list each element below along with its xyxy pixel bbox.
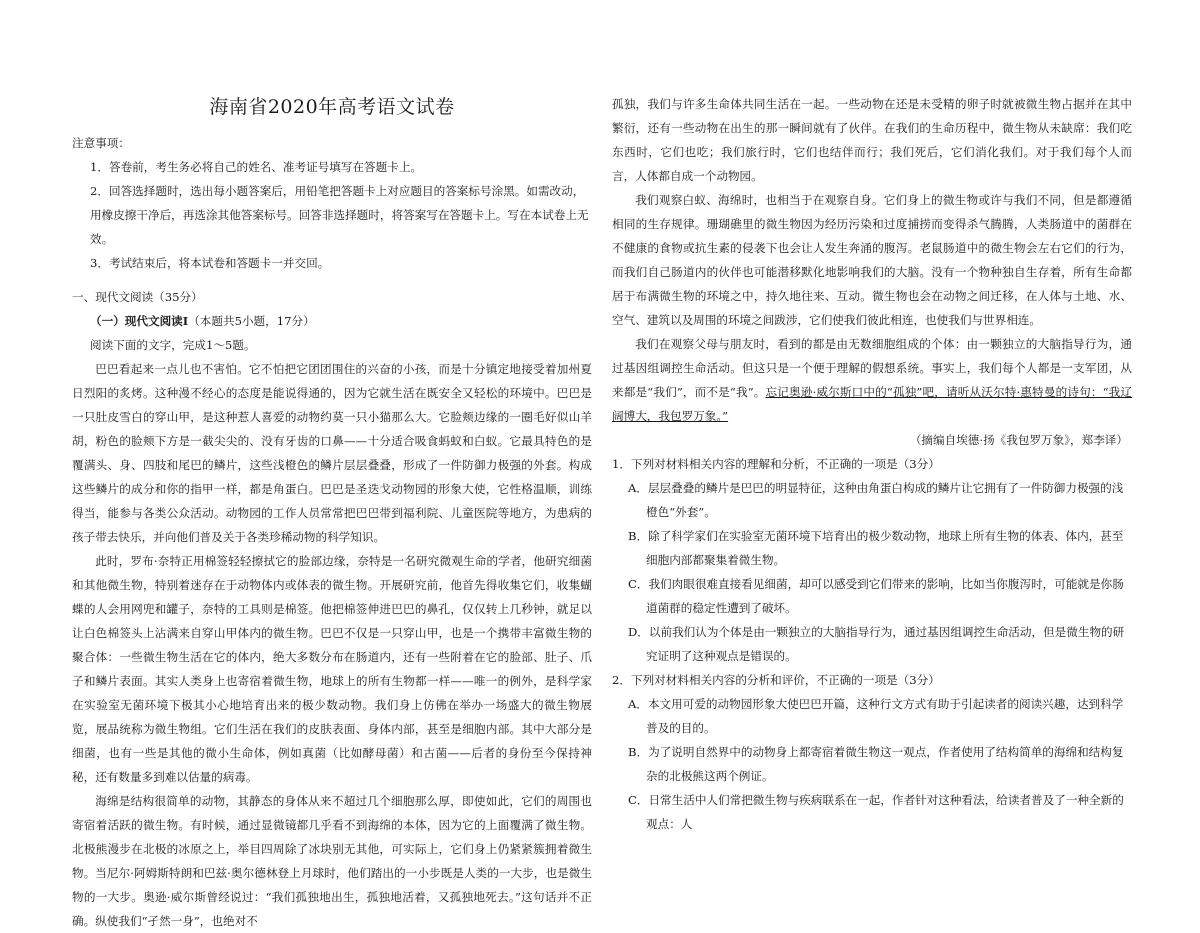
- question-1-option-b: [612, 524, 1132, 572]
- right-column-content: [612, 92, 1132, 836]
- question-2-option-a-text: A．本文用可爱的动物园形象大使巴巴开篇，这种行文方式有助于引起读者的阅读兴趣，达到科学普及的目的。: [628, 697, 1124, 735]
- question-1-option-a-text: A．层层叠叠的鳞片是巴巴的明显特征，这种由角蛋白构成的鳞片让它拥有了一件防御力极强的浅橙色“外套”。: [628, 481, 1124, 519]
- question-1-stem: 1．下列对材料相关内容的理解和分析，不正确的一项是（3分）: [612, 457, 940, 471]
- subsection-heading-rest: （本题共5小题，17分）: [188, 314, 315, 328]
- question-1-option-d-text: D．以前我们认为个体是由一颗独立的大脑指导行为，通过基因组调控生命活动，但是微生物的研究证明了这种观点是错误的。: [628, 625, 1125, 663]
- question-1-option-a: [612, 476, 1132, 524]
- source-citation: （摘编自埃德·扬《我包罗万象》，郑李译）: [909, 433, 1128, 447]
- question-2-option-b: [612, 740, 1132, 788]
- passage-paragraph-5-text: 我们在观察父母与朋友时，看到的都是由无数细胞组成的个体：由一颗独立的大脑指导行为，通过基因组调控生命活动。但这只是一个便于理解的假想系统。事实上，我们每个人都是一支军团，从来都是“我们”，而不是“我”。: [612, 337, 1132, 399]
- passage-paragraph-4: 我们观察白蚁、海绵时，也相当于在观察自身。它们身上的微生物或许与我们不同，但是都遵循相同的生存规律。珊瑚礁里的微生物因为经历污染和过度捕捞而变得杀气腾腾，人类肠道中的菌群在不健康的食物或抗生素的侵袭下也会让人发生奔涌的腹泻。老鼠肠道中的微生物会左右它们的行为，而我们自己肠道内的伙伴也可能潜移默化地影响我们的大脑。没有一个物种独自生存着，所有生命都居于布满微生物的环境之中，持久地往来、互动。微生物也会在动物之间迁移，在人体与土地、水、空气、建筑以及周围的环境之间跋涉，它们使我们彼此相连，也使我们与世界相连。: [612, 193, 1132, 327]
- notice-item-3: 3．考试结束后，将本试卷和答题卡一并交回。: [90, 256, 330, 270]
- passage-paragraph-3-continued: 孤独，我们与许多生命体共同生活在一起。一些动物在还是未受精的卵子时就被微生物占据并在其中繁衍，还有一些动物在出生的那一瞬间就有了伙伴。在我们的生命历程中，微生物从未缺席：我们吃东西时，它们也吃；我们旅行时，它们也结伴而行；我们死后，它们消化我们。对于我们每个人而言，人体都自成一个动物园。: [612, 97, 1132, 183]
- question-2-option-c-text: C．日常生活中人们常把微生物与疾病联系在一起，作者针对这种看法，给读者普及了一种全新的观点：人: [628, 793, 1124, 831]
- question-2-stem: 2．下列对材料相关内容的分析和评价，不正确的一项是（3分）: [612, 673, 940, 687]
- underlined-sentence: 忘记奥逊·威尔斯口中的“孤独”吧，请听从沃尔特·惠特曼的诗句：“我辽阔博大，我包罗万象。”: [612, 385, 1132, 423]
- notice-item-1: 1．答卷前，考生务必将自己的姓名、准考证号填写在答题卡上。: [90, 160, 423, 174]
- passage-paragraph-1: 巴巴看起来一点儿也不害怕。它不怕把它团团围住的兴奋的小孩，而是十分镇定地接受着加州夏日烈阳的炙烤。这种漫不经心的态度是能说得通的，因为它就生活在既安全又轻松的环境中。巴巴是一只肚皮雪白的穿山甲，是这种惹人喜爱的动物约莫一只小猫那么大。它脸颊边缘的一圈毛好似山羊胡，粉色的脸颊下方是一截尖尖的、没有牙齿的口鼻——十分适合吸食蚂蚁和白蚁。它最具特色的是覆满头、身、四肢和尾巴的鳞片，这些浅橙色的鳞片层层叠叠，形成了一件防御力极强的外套。构成这些鳞片的成分和你的指甲一样，都是角蛋白。巴巴是圣迭戈动物园的形象大使，它性格温顺，训练得当，能参与各类公众活动。动物园的工作人员常常把巴巴带到福利院、儿童医院等地方，为患病的孩子带去快乐，并向他们普及关于各类珍稀动物的科学知识。: [72, 362, 592, 544]
- left-column-content: [72, 92, 592, 933]
- question-1-option-b-text: B．除了科学家们在实验室无菌环境下培育出的极少数动物，地球上所有生物的体表、体内，甚至细胞内部都聚集着微生物。: [628, 529, 1124, 567]
- subsection-heading-bold: （一）现代文阅读Ⅰ: [90, 314, 189, 328]
- question-1-option-d: [612, 620, 1132, 668]
- passage-paragraph-3: 海绵是结构很简单的动物，其静态的身体从来不超过几个细胞那么厚，即使如此，它们的周围也寄宿着活跃的微生物。有时候，通过显微镜都几乎看不到海绵的本体，因为它的上面覆满了微生物。北极熊漫步在北极的冰原之上，举目四周除了冰块别无其他，可实际上，它们身上仍紧紧簇拥着微生物。当尼尔·阿姆斯特朗和巴兹·奥尔德林登上月球时，他们踏出的一小步既是人类的一大步，也是微生物的一大步。奥逊·威尔斯曾经说过：“我们孤独地出生，孤独地活着，又孤独地死去。”这句话并不正确。纵使我们“孑然一身”，也绝对不: [72, 794, 592, 928]
- question-2-option-a: [612, 692, 1132, 740]
- page-title: 海南省2020年高考语文试卷: [209, 96, 455, 118]
- question-1-option-c-text: C．我们肉眼很难直接看见细菌，却可以感受到它们带来的影响，比如当你腹泻时，可能就是你肠道菌群的稳定性遭到了破坏。: [628, 577, 1124, 615]
- question-2-option-b-text: B．为了说明自然界中的动物身上都寄宿着微生物这一观点，作者使用了结构简单的海绵和结构复杂的北极熊这两个例证。: [628, 745, 1124, 783]
- reading-instruction: 阅读下面的文字，完成1～5题。: [90, 338, 256, 352]
- subsection-heading: [72, 309, 592, 333]
- notice-item-2: 2．回答选择题时，选出每小题答案后，用铅笔把答题卡上对应题目的答案标号涂黑。如需改动，用橡皮擦干净后，再选涂其他答案标号。回答非选择题时，将答案写在答题卡上。写在本试卷上无效。: [90, 184, 589, 246]
- question-2-option-c: [612, 788, 1132, 836]
- passage-paragraph-5: [612, 332, 1132, 428]
- question-1-option-c: [612, 572, 1132, 620]
- passage-paragraph-2: 此时，罗布·奈特正用棉签轻轻擦拭它的脸部边缘，奈特是一名研究微观生命的学者，他研究细菌和其他微生物，特别着迷存在于动物体内或体表的微生物。开展研究前，他首先得收集它们，收集蝴蝶的人会用网兜和罐子，奈特的工具则是棉签。他把棉签伸进巴巴的鼻孔，仅仅转上几秒钟，就足以让白色棉签头上沾满来自穿山甲体内的微生物。巴巴不仅是一只穿山甲，也是一个携带丰富微生物的聚合体：一些微生物生活在它的体内，绝大多数分布在肠道内，还有一些附着在它的脸部、肚子、爪子和鳞片表面。其实人类身上也寄宿着微生物，地球上的所有生物都一样——唯一的例外，是科学家在实验室无菌环境下极其小心地培育出来的极少数动物。我们身上仿佛在举办一场盛大的微生物展览，展品统称为微生物组。它们生活在我们的皮肤表面、身体内部，甚至是细胞内部。其中大部分是细菌，也有一些是其他的微小生命体，例如真菌（比如酵母菌）和古菌——后者的身份至今保持神秘，还有数量多到难以估量的病毒。: [72, 554, 592, 784]
- notice-label: 注意事项：: [72, 136, 130, 150]
- section-heading: 一、现代文阅读（35分）: [72, 290, 203, 304]
